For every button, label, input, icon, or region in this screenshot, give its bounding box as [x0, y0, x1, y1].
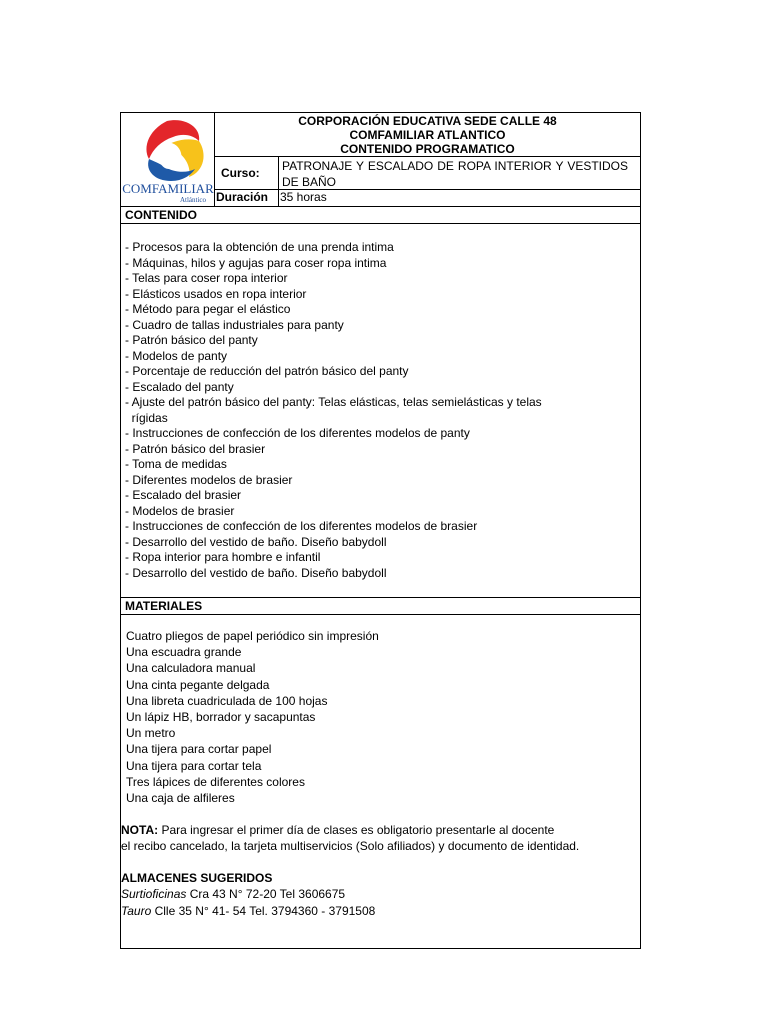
- contenido-heading: CONTENIDO: [121, 206, 640, 224]
- almacenes-heading: ALMACENES SUGERIDOS: [121, 871, 273, 885]
- list-item: Una cinta pegante delgada: [126, 677, 270, 692]
- list-item: - Instrucciones de confección de los diferentes modelos de brasier: [125, 519, 478, 533]
- duracion-value: 35 horas: [280, 190, 327, 204]
- program-document: [120, 112, 641, 949]
- materiales-list: [126, 628, 626, 806]
- list-item: - Porcentaje de reducción del patrón básico del panty: [125, 364, 409, 378]
- list-item: Una libreta cuadriculada de 100 hojas: [126, 693, 328, 708]
- list-item: Un lápiz HB, borrador y sacapuntas: [126, 710, 316, 725]
- list-item: - Toma de medidas: [125, 457, 227, 471]
- store-detail: Cra 43 N° 72-20 Tel 3606675: [186, 887, 346, 901]
- list-item: - Escalado del panty: [125, 379, 234, 394]
- list-item: - Escalado del brasier: [125, 488, 242, 502]
- title-line-2: COMFAMILIAR ATLANTICO: [349, 128, 506, 142]
- list-item: - Elásticos usados en ropa interior: [125, 286, 307, 301]
- nota-block: [121, 822, 636, 854]
- list-item: - Ajuste del patrón básico del panty: Telas elásticas, telas semielásticas y telas: [125, 395, 542, 409]
- comfamiliar-logo-icon: [121, 113, 215, 206]
- list-item: - Modelos de panty: [125, 348, 228, 363]
- list-item: - Patrón básico del panty: [125, 333, 258, 347]
- curso-value: PATRONAJE Y ESCALADO DE ROPA INTERIOR Y VESTIDOS DE BAÑO: [279, 157, 640, 190]
- title-line-1: CORPORACIÓN EDUCATIVA SEDE CALLE 48: [298, 114, 557, 128]
- duracion-label: Duración: [215, 190, 279, 206]
- list-item: - Telas para coser ropa interior: [125, 271, 288, 285]
- list-item: - Máquinas, hilos y agujas para coser ropa intima: [125, 255, 387, 270]
- nota-label: NOTA:: [121, 823, 159, 837]
- logo-brand-text: COMFAMILIAR: [122, 181, 214, 196]
- logo-cell: [121, 113, 215, 206]
- list-item: - Desarrollo del vestido de baño. Diseño babydoll: [125, 534, 387, 549]
- store-name: Tauro: [121, 904, 152, 918]
- list-item: - Procesos para la obtención de una prenda intima: [125, 240, 394, 254]
- list-item: Una escuadra grande: [126, 645, 242, 660]
- list-item: - Ropa interior para hombre e infantil: [125, 550, 321, 564]
- list-item: Una tijera para cortar tela: [126, 758, 262, 773]
- list-item: Una caja de alfileres: [126, 791, 235, 806]
- nota-line-1: [121, 822, 636, 838]
- curso-label: Curso:: [215, 157, 279, 190]
- list-item: - Diferentes modelos de brasier: [125, 472, 293, 487]
- title-line-3: CONTENIDO PROGRAMATICO: [340, 142, 515, 156]
- store-name: Surtioficinas: [121, 887, 187, 901]
- list-item: Una calculadora manual: [126, 661, 256, 676]
- store-item: [121, 886, 345, 902]
- list-item: - Instrucciones de confección de los diferentes modelos de panty: [125, 426, 470, 440]
- document-title: [215, 113, 640, 157]
- list-item: - Método para pegar el elástico: [125, 302, 291, 316]
- list-item: Una tijera para cortar papel: [126, 742, 272, 757]
- list-item: - Desarrollo del vestido de baño. Diseño babydoll: [125, 565, 387, 580]
- store-item: [121, 903, 375, 919]
- list-item: Tres lápices de diferentes colores: [126, 774, 305, 789]
- contenido-list: [125, 240, 625, 581]
- list-item: Un metro: [126, 726, 176, 741]
- nota-text-1: Para ingresar el primer día de clases es obligatorio presentarle al docente: [158, 823, 555, 837]
- materiales-heading: MATERIALES: [121, 597, 640, 615]
- list-item: - Modelos de brasier: [125, 503, 235, 518]
- list-item: - Cuadro de tallas industriales para panty: [125, 317, 344, 332]
- list-item: Cuatro pliegos de papel periódico sin impresión: [126, 629, 379, 643]
- logo-sub-text: Atlántico: [179, 196, 207, 204]
- store-detail: Clle 35 N° 41- 54 Tel. 3794360 - 3791508: [151, 904, 376, 918]
- list-item: - Patrón básico del brasier: [125, 441, 266, 456]
- list-item: rígidas: [125, 410, 168, 425]
- nota-text-2: el recibo cancelado, la tarjeta multiservicios (Solo afiliados) y documento de identidad.: [121, 839, 580, 853]
